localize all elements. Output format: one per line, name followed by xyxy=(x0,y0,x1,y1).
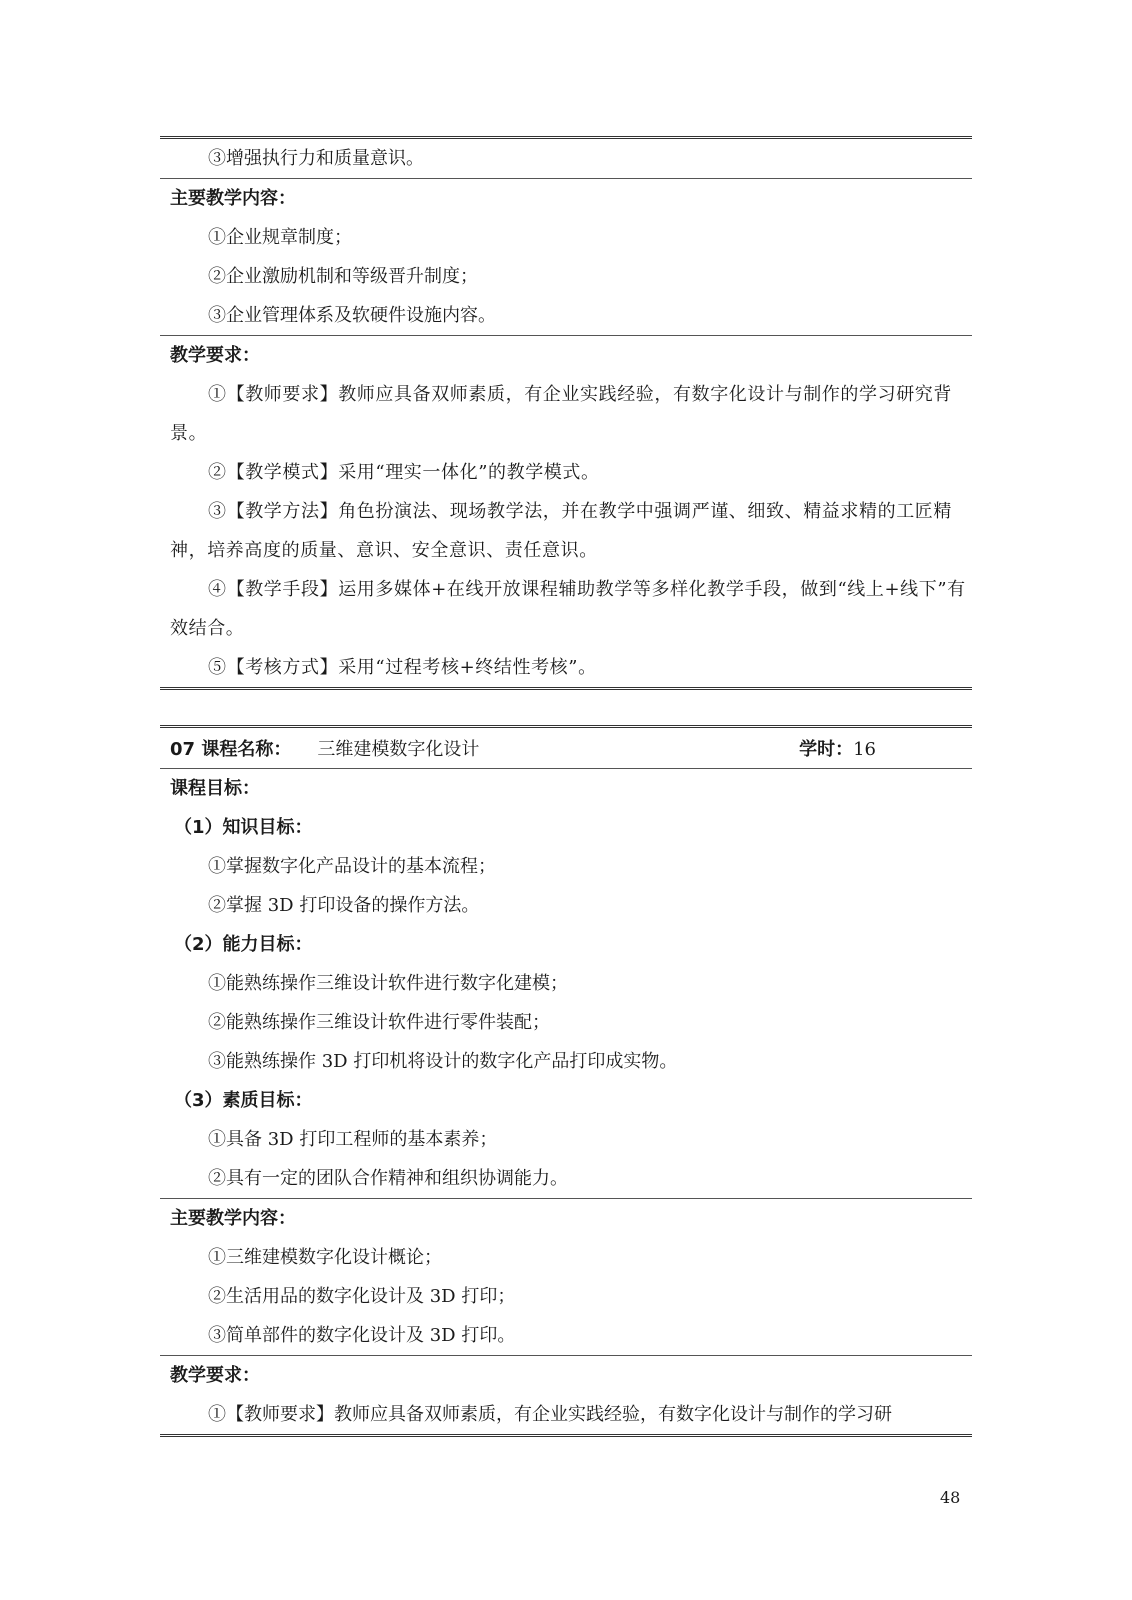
content-item: ③简单部件的数字化设计及 3D 打印。 xyxy=(208,1325,516,1346)
hours-label: 学时： xyxy=(799,739,854,760)
course-hours xyxy=(799,735,876,761)
goal-item: ③能熟练操作 3D 打印机将设计的数字化产品打印成实物。 xyxy=(208,1051,678,1072)
content-item: ③企业管理体系及软硬件设施内容。 xyxy=(208,305,496,326)
teaching-requirements-row xyxy=(160,1355,972,1434)
goal-item: ③增强执行力和质量意识。 xyxy=(208,148,424,169)
section-heading: 教学要求： xyxy=(170,345,260,366)
course-header-row xyxy=(160,728,972,768)
subsection-heading: （3）素质目标： xyxy=(174,1090,313,1111)
course-goals-row xyxy=(160,768,972,1198)
goal-item: ②掌握 3D 打印设备的操作方法。 xyxy=(208,895,480,916)
subsection-heading: （1）知识目标： xyxy=(174,817,313,838)
course-name-label: 07 课程名称： xyxy=(170,739,292,760)
content-item: ②生活用品的数字化设计及 3D 打印； xyxy=(208,1286,516,1307)
goal-item: ①具备 3D 打印工程师的基本素养； xyxy=(208,1129,498,1150)
requirement-item: ③【教学方法】角色扮演法、现场教学法，并在教学中强调严谨、细致、精益求精的工匠精神，培养高度的质量、意识、安全意识、责任意识。 xyxy=(170,501,952,561)
course-07-table xyxy=(160,725,972,1437)
requirement-item: ①【教师要求】教师应具备双师素质，有企业实践经验，有数字化设计与制作的学习研 xyxy=(208,1404,892,1425)
teaching-requirements-row xyxy=(160,335,972,687)
requirement-item: ⑤【考核方式】采用“过程考核+终结性考核”。 xyxy=(208,657,597,678)
goal-item: ②具有一定的团队合作精神和组织协调能力。 xyxy=(208,1168,568,1189)
hours-value: 16 xyxy=(853,739,876,760)
section-heading: 主要教学内容： xyxy=(170,188,296,209)
subsection-heading: （2）能力目标： xyxy=(174,934,313,955)
teaching-content-row xyxy=(160,178,972,335)
content-item: ①三维建模数字化设计概论； xyxy=(208,1247,442,1268)
requirement-item: ①【教师要求】教师应具备双师素质，有企业实践经验，有数字化设计与制作的学习研究背景。 xyxy=(170,384,952,444)
previous-course-table xyxy=(160,136,972,690)
section-heading: 教学要求： xyxy=(170,1365,260,1386)
section-heading: 课程目标： xyxy=(170,778,260,799)
content-item: ②企业激励机制和等级晋升制度； xyxy=(208,266,478,287)
goal-tail-row xyxy=(160,139,972,178)
goal-item: ①能熟练操作三维设计软件进行数字化建模； xyxy=(208,973,568,994)
page-number: 48 xyxy=(940,1488,961,1507)
section-heading: 主要教学内容： xyxy=(170,1208,296,1229)
course-name: 三维建模数字化设计 xyxy=(317,739,480,760)
content-item: ①企业规章制度； xyxy=(208,227,352,248)
requirement-item: ④【教学手段】运用多媒体+在线开放课程辅助教学等多样化教学手段，做到“线上+线下”有效结合。 xyxy=(170,579,966,639)
requirement-item: ②【教学模式】采用“理实一体化”的教学模式。 xyxy=(208,462,600,483)
goal-item: ②能熟练操作三维设计软件进行零件装配； xyxy=(208,1012,550,1033)
goal-item: ①掌握数字化产品设计的基本流程； xyxy=(208,856,496,877)
teaching-content-row xyxy=(160,1198,972,1355)
